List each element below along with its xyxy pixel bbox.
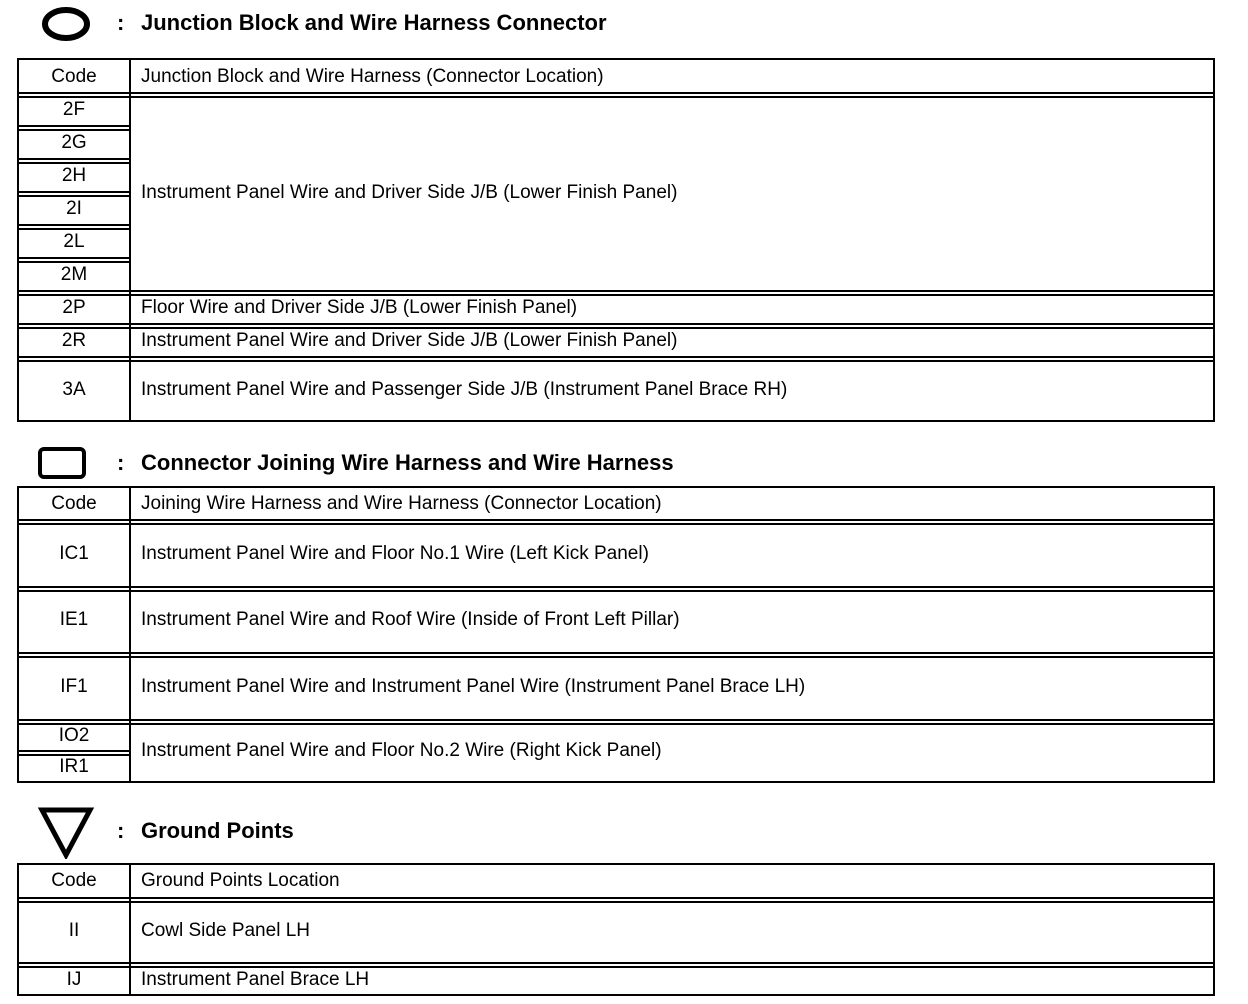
junction-title: Junction Block and Wire Harness Connector	[141, 10, 607, 35]
table-row	[19, 290, 1213, 323]
location-header: Joining Wire Harness and Wire Harness (Connector Location)	[141, 493, 662, 515]
table-header-row	[19, 488, 1213, 519]
code-cell: IO2	[19, 719, 131, 750]
code-cell: IC1	[19, 519, 131, 585]
location-cell: Instrument Panel Wire and Floor No.1 Wire (Left Kick Panel)	[131, 519, 1213, 585]
location-cell: Instrument Panel Wire and Floor No.2 Wire (Right Kick Panel)	[131, 719, 1213, 781]
code-cell: 2H	[19, 158, 131, 191]
location-cell: Floor Wire and Driver Side J/B (Lower Finish Panel)	[131, 290, 1213, 323]
rounded-rectangle-outline-icon	[37, 446, 87, 480]
location-cell: Instrument Panel Wire and Instrument Panel Wire (Instrument Panel Brace LH)	[131, 652, 1213, 718]
table-header-row	[19, 865, 1213, 897]
connector-title: Connector Joining Wire Harness and Wire Harness	[141, 450, 674, 475]
location-cell: Instrument Panel Wire and Driver Side J/B (Lower Finish Panel)	[131, 323, 1213, 356]
code-header: Code	[19, 865, 131, 897]
code-cell: 2P	[19, 290, 131, 323]
junction-section-header	[0, 0, 1248, 44]
circle-outline-icon	[40, 6, 92, 42]
location-cell: Instrument Panel Brace LH	[131, 962, 1213, 994]
connector-table	[17, 486, 1215, 783]
code-header: Code	[19, 60, 131, 92]
connector-section-header	[0, 440, 1248, 484]
code-cell: 2G	[19, 125, 131, 158]
location-cell: Instrument Panel Wire and Driver Side J/B (Lower Finish Panel)	[131, 92, 1213, 290]
location-cell: Cowl Side Panel LH	[131, 897, 1213, 963]
table-row	[19, 519, 1213, 585]
code-cell: 2L	[19, 224, 131, 257]
connector-colon: :	[117, 450, 125, 475]
ground-title: Ground Points	[141, 818, 294, 843]
code-cell: II	[19, 897, 131, 963]
location-header: Junction Block and Wire Harness (Connector Location)	[141, 65, 604, 87]
location-cell: Instrument Panel Wire and Roof Wire (Inside of Front Left Pillar)	[131, 586, 1213, 652]
down-triangle-outline-icon	[37, 805, 95, 859]
code-cell: 2R	[19, 323, 131, 356]
junction-colon: :	[117, 10, 125, 35]
location-cell: Instrument Panel Wire and Passenger Side J/B (Instrument Panel Brace RH)	[131, 356, 1213, 420]
code-cell: IE1	[19, 586, 131, 652]
code-cell: IR1	[19, 750, 131, 781]
ground-table	[17, 863, 1215, 996]
code-cell: 2I	[19, 191, 131, 224]
table-row	[19, 897, 1213, 963]
code-cell: 2F	[19, 92, 131, 125]
code-cell: IJ	[19, 962, 131, 994]
code-cell: 3A	[19, 356, 131, 420]
ground-colon: :	[117, 818, 125, 843]
location-header: Ground Points Location	[141, 870, 340, 892]
table-row	[19, 586, 1213, 652]
table-row	[19, 652, 1213, 718]
junction-table	[17, 58, 1215, 422]
ground-section-header	[0, 805, 1248, 849]
table-header-row	[19, 60, 1213, 92]
code-header: Code	[19, 488, 131, 519]
table-row	[19, 323, 1213, 356]
table-row	[19, 92, 1213, 125]
code-cell: IF1	[19, 652, 131, 718]
table-row	[19, 962, 1213, 994]
table-row	[19, 356, 1213, 420]
table-row	[19, 719, 1213, 750]
code-cell: 2M	[19, 257, 131, 290]
